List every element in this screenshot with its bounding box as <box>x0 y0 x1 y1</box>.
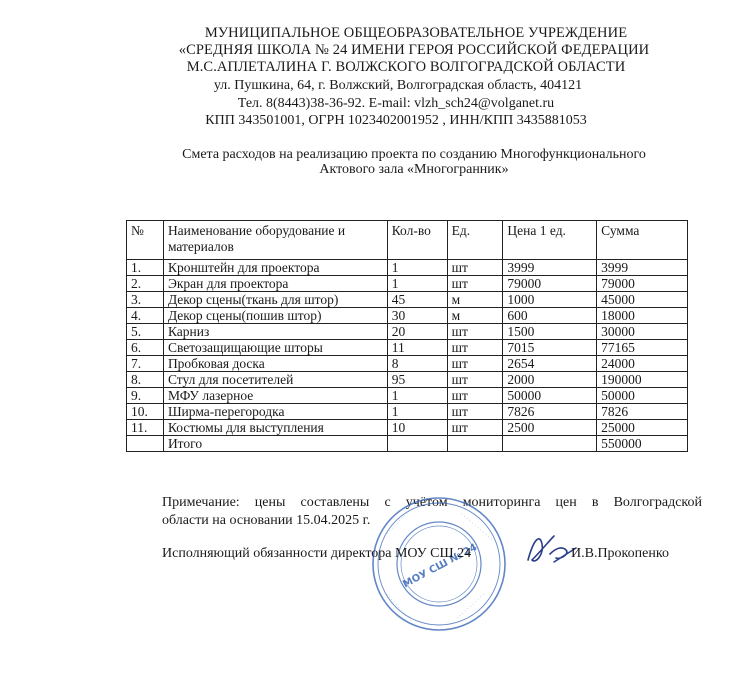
stamp-center-text: МОУ СШ № 24 <box>401 542 480 591</box>
table-row <box>127 340 688 356</box>
cell-number: 8. <box>127 372 164 388</box>
document-title-line-1: Смета расходов на реализацию проекта по созданию Многофункционального <box>182 147 646 162</box>
cell-price: 2654 <box>503 356 597 372</box>
cell-name: Костюмы для выступления <box>163 420 387 436</box>
cell-quantity <box>387 436 447 452</box>
cell-number: 7. <box>127 356 164 372</box>
table-header-row <box>127 221 688 260</box>
org-ids: КПП 343501001, ОГРН 1023402001952 , ИНН/КПП 3435881053 <box>205 113 587 128</box>
cell-name: Стул для посетителей <box>163 372 387 388</box>
svg-text:· · · · · · · · · · · ·: · · · · · · · · · · · · <box>458 511 494 543</box>
cell-unit: м <box>447 292 503 308</box>
cell-unit: шт <box>447 372 503 388</box>
table-row <box>127 276 688 292</box>
cell-price: 3999 <box>503 260 597 276</box>
svg-text:· · · · · · · · · · ·: · · · · · · · · · · · <box>455 592 487 622</box>
header-cell-name: Наименование оборудование и материалов <box>163 221 387 260</box>
cell-name: Декор сцены(пошив штор) <box>163 308 387 324</box>
cell-number: 6. <box>127 340 164 356</box>
cell-quantity: 1 <box>387 404 447 420</box>
cell-quantity: 30 <box>387 308 447 324</box>
cell-sum: 7826 <box>597 404 688 420</box>
cell-price <box>503 436 597 452</box>
cell-price: 7826 <box>503 404 597 420</box>
cell-name: МФУ лазерное <box>163 388 387 404</box>
cell-name: Ширма-перегородка <box>163 404 387 420</box>
table-row <box>127 292 688 308</box>
cell-unit <box>447 436 503 452</box>
cell-sum: 79000 <box>597 276 688 292</box>
cell-name: Светозащищающие шторы <box>163 340 387 356</box>
cell-sum: 30000 <box>597 324 688 340</box>
cell-unit: шт <box>447 420 503 436</box>
cell-unit: шт <box>447 388 503 404</box>
cell-name: Декор сцены(ткань для штор) <box>163 292 387 308</box>
table-row <box>127 356 688 372</box>
cell-quantity: 20 <box>387 324 447 340</box>
cell-quantity: 45 <box>387 292 447 308</box>
cell-price: 79000 <box>503 276 597 292</box>
cell-sum: 50000 <box>597 388 688 404</box>
cell-sum: 77165 <box>597 340 688 356</box>
table-row <box>127 388 688 404</box>
document-title-line-2: Актового зала «Многогранник» <box>319 162 509 177</box>
estimate-table <box>126 220 688 452</box>
total-label: Итого <box>163 436 387 452</box>
cell-price: 2000 <box>503 372 597 388</box>
cell-unit: шт <box>447 356 503 372</box>
header-cell-unit: Ед. <box>447 221 503 260</box>
cell-price: 1500 <box>503 324 597 340</box>
header-cell-sum: Сумма <box>597 221 688 260</box>
cell-number: 4. <box>127 308 164 324</box>
cell-name: Пробковая доска <box>163 356 387 372</box>
cell-quantity: 1 <box>387 260 447 276</box>
cell-quantity: 11 <box>387 340 447 356</box>
cell-name: Экран для проектора <box>163 276 387 292</box>
table-row <box>127 404 688 420</box>
cell-unit: шт <box>447 404 503 420</box>
cell-name: Карниз <box>163 324 387 340</box>
cell-sum: 190000 <box>597 372 688 388</box>
cell-unit: шт <box>447 340 503 356</box>
cell-quantity: 95 <box>387 372 447 388</box>
cell-sum: 25000 <box>597 420 688 436</box>
org-address: ул. Пушкина, 64, г. Волжский, Волгоградская область, 404121 <box>213 78 583 93</box>
cell-quantity: 1 <box>387 388 447 404</box>
table-row <box>127 324 688 340</box>
org-name-line-2: «СРЕДНЯЯ ШКОЛА № 24 ИМЕНИ ГЕРОЯ РОССИЙСКОЙ ФЕДЕРАЦИИ <box>178 42 650 58</box>
table-row <box>127 308 688 324</box>
official-stamp <box>370 495 508 633</box>
cell-price: 600 <box>503 308 597 324</box>
signatory-name: И.В.Прокопенко <box>571 546 669 561</box>
org-name-line-1: МУНИЦИПАЛЬНОЕ ОБЩЕОБРАЗОВАТЕЛЬНОЕ УЧРЕЖДЕНИЕ <box>204 25 628 41</box>
cell-number: 11. <box>127 420 164 436</box>
cell-unit: шт <box>447 260 503 276</box>
cell-quantity: 8 <box>387 356 447 372</box>
cell-unit: м <box>447 308 503 324</box>
cell-quantity: 1 <box>387 276 447 292</box>
cell-price: 2500 <box>503 420 597 436</box>
cell-sum: 3999 <box>597 260 688 276</box>
cell-number: 3. <box>127 292 164 308</box>
cell-sum: 24000 <box>597 356 688 372</box>
table-row <box>127 372 688 388</box>
cell-number: 5. <box>127 324 164 340</box>
signatory-role: Исполняющий обязанности директора МОУ СШ 24 <box>162 546 472 561</box>
org-contacts: Тел. 8(8443)38-36-92. E-mail: vlzh_sch24@volganet.ru <box>237 96 555 111</box>
total-value: 550000 <box>597 436 688 452</box>
note-line-1: Примечание: цены составлены с учётом мониторинга цен в Волгоградской <box>162 495 702 510</box>
cell-unit: шт <box>447 324 503 340</box>
cell-price: 7015 <box>503 340 597 356</box>
svg-text:· · · · · · · · · · ·: · · · · · · · · · · · <box>383 592 413 624</box>
header-cell-price: Цена 1 ед. <box>503 221 597 260</box>
cell-number: 9. <box>127 388 164 404</box>
cell-price: 1000 <box>503 292 597 308</box>
note-line-2: области на основании 15.04.2025 г. <box>162 513 371 528</box>
svg-text:· · · · · · · · · · · ·: · · · · · · · · · · · · <box>385 503 418 537</box>
cell-number: 1. <box>127 260 164 276</box>
cell-price: 50000 <box>503 388 597 404</box>
cell-number: 2. <box>127 276 164 292</box>
table-row <box>127 260 688 276</box>
cell-number <box>127 436 164 452</box>
cell-unit: шт <box>447 276 503 292</box>
cell-quantity: 10 <box>387 420 447 436</box>
header-cell-quantity: Кол-во <box>387 221 447 260</box>
cell-number: 10. <box>127 404 164 420</box>
table-total-row <box>127 436 688 452</box>
cell-sum: 45000 <box>597 292 688 308</box>
cell-sum: 18000 <box>597 308 688 324</box>
header-cell-number: № <box>127 221 164 260</box>
cell-name: Кронштейн для проектора <box>163 260 387 276</box>
org-name-line-3: М.С.АПЛЕТАЛИНА Г. ВОЛЖСКОГО ВОЛГОГРАДСКОЙ ОБЛАСТИ <box>186 59 626 75</box>
table-row <box>127 420 688 436</box>
